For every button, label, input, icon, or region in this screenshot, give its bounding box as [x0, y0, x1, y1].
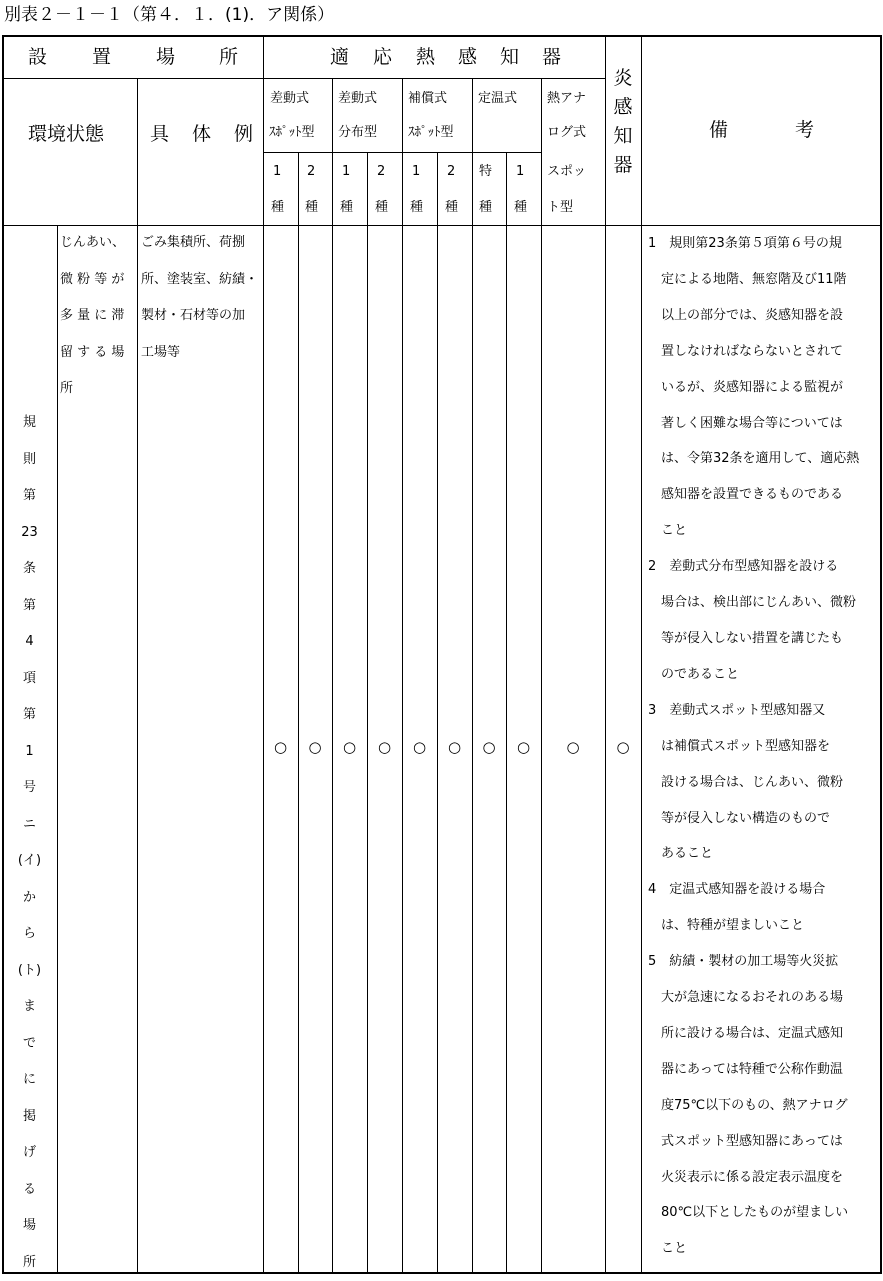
mark-comp-spot-2: ○: [437, 737, 472, 757]
remarks-line: 2 差動式分布型感知器を設ける: [648, 549, 878, 585]
mark-flame: ○: [605, 737, 641, 757]
remarks-line: 場合は、検出部にじんあい、微粉: [648, 585, 878, 621]
remarks-line: 式スポット型感知器にあっては: [648, 1124, 878, 1160]
regulation-char: 場: [23, 1208, 36, 1245]
mark-fixed-special: ○: [472, 737, 506, 757]
remarks-cell: [648, 226, 878, 1267]
remarks-line: 1 規則第23条第５項第６号の規: [648, 226, 878, 262]
remarks-line: こと: [648, 513, 878, 549]
regulation-char: 4: [25, 624, 33, 661]
regulation-char: 第: [23, 697, 36, 734]
regulation-char: (ト): [18, 953, 41, 990]
remarks-line: 所に設ける場合は、定温式感知: [648, 1016, 878, 1052]
remarks-line: 3 差動式スポット型感知器又: [648, 693, 878, 729]
remarks-line: は、特種が望ましいこと: [648, 908, 878, 944]
regulation-char: 第: [23, 588, 36, 625]
remarks-line: 定による地階、無窓階及び11階: [648, 262, 878, 298]
regulation-char: ら: [23, 916, 36, 953]
remarks-line: 感知器を設置できるものである: [648, 477, 878, 513]
regulation-char: (イ): [18, 843, 41, 880]
remarks-line: 置しなければならないとされて: [648, 334, 878, 370]
remarks-line: 器にあっては特種で公称作動温: [648, 1052, 878, 1088]
mark-heat-analog: ○: [541, 737, 605, 757]
environment-cell: じんあい、 微 粉 等 が 多 量 に 滞 留 す る 場 所: [60, 225, 136, 408]
regulation-char: 掲: [23, 1099, 36, 1136]
remarks-line: は、令第32条を適用して、適応熱: [648, 441, 878, 477]
regulation-char: に: [23, 1062, 36, 1099]
remarks-line: 火災表示に係る設定表示温度を: [648, 1160, 878, 1196]
regulation-reference: [2, 405, 57, 1281]
regulation-char: 項: [23, 661, 36, 698]
remarks-line: こと: [648, 1231, 878, 1267]
remarks-line: 大が急速になるおそれのある場: [648, 980, 878, 1016]
remarks-line: 5 紡績・製材の加工場等火災拡: [648, 944, 878, 980]
remarks-line: あること: [648, 836, 878, 872]
regulation-char: 第: [23, 478, 36, 515]
regulation-char: 所: [23, 1245, 36, 1281]
remarks-line: 著しく困難な場合等については: [648, 406, 878, 442]
regulation-char: る: [23, 1172, 36, 1209]
table-caption: 別表２－１－１（第４．１．(1)．ア関係）: [4, 4, 334, 26]
mark-diff-spot-1: ○: [263, 737, 298, 757]
header-environment: 環境状態: [28, 122, 104, 146]
remarks-line: 4 定温式感知器を設ける場合: [648, 872, 878, 908]
regulation-char: 則: [23, 442, 36, 479]
regulation-char: ニ: [23, 807, 36, 844]
remarks-line: 設ける場合は、じんあい、微粉: [648, 765, 878, 801]
remarks-line: のであること: [648, 657, 878, 693]
header-flame-detector: 炎 感 知 器: [605, 64, 641, 180]
mark-diff-dist-2: ○: [367, 737, 402, 757]
regulation-char: 23: [21, 515, 38, 552]
remarks-line: いるが、炎感知器による監視が: [648, 370, 878, 406]
remarks-line: 度75℃以下のもの、熱アナログ: [648, 1088, 878, 1124]
example-cell: ごみ集積所、荷捌 所、塗装室、紡績・ 製材・石材等の加 工場等: [141, 225, 262, 371]
remarks-line: は補償式スポット型感知器を: [648, 729, 878, 765]
remarks-line: 以上の部分では、炎感知器を設: [648, 298, 878, 334]
regulation-char: か: [23, 880, 36, 917]
regulation-char: 号: [23, 770, 36, 807]
regulation-char: ま: [23, 989, 36, 1026]
remarks-line: 等が侵入しない措置を講じたも: [648, 621, 878, 657]
remarks-line: 80℃以下としたものが望ましい: [648, 1195, 878, 1231]
mark-comp-spot-1: ○: [402, 737, 437, 757]
mark-diff-dist-1: ○: [332, 737, 367, 757]
regulation-char: 条: [23, 551, 36, 588]
mark-fixed-1: ○: [506, 737, 541, 757]
regulation-char: で: [23, 1026, 36, 1063]
regulation-char: 1: [25, 734, 33, 771]
regulation-char: 規: [23, 405, 36, 442]
regulation-char: げ: [23, 1135, 36, 1172]
remarks-line: 等が侵入しない構造のもので: [648, 801, 878, 837]
mark-diff-spot-2: ○: [298, 737, 332, 757]
